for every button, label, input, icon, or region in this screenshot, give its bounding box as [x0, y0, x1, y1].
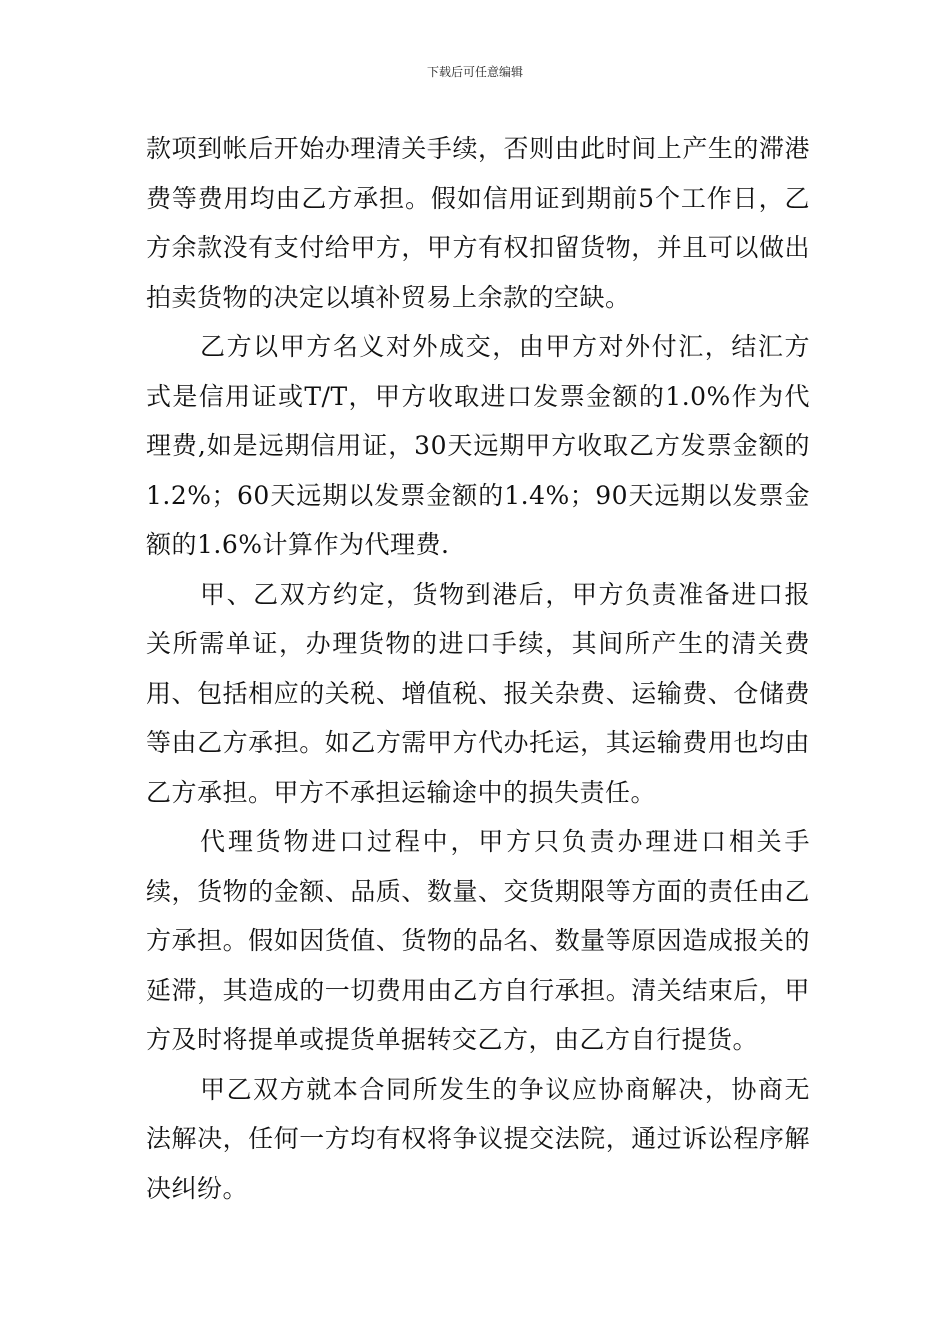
paragraph-dispute-resolution: 甲乙双方就本合同所发生的争议应协商解决，协商无法解决，任何一方均有权将争议提交法院，通过诉讼程序解决纠纷。 [146, 1074, 810, 1203]
paragraph-payment-terms: 款项到帐后开始办理清关手续，否则由此时间上产生的滞港费等费用均由乙方承担。假如信用证到期前5个工作日，乙方余款没有支付给甲方，甲方有权扣留货物，并且可以做出拍卖货物的决定以填补贸易上余款的空缺。 [146, 134, 810, 312]
document-body [146, 124, 810, 1213]
paragraph-customs-clearance: 甲、乙双方约定，货物到港后，甲方负责准备进口报关所需单证，办理货物的进口手续，其间所产生的清关费用、包括相应的关税、增值税、报关杂费、运输费、仓储费等由乙方承担。如乙方需甲方代办托运，其运输费用也均由乙方承担。甲方不承担运输途中的损失责任。 [146, 579, 810, 807]
paragraph-agency-fee: 乙方以甲方名义对外成交，由甲方对外付汇，结汇方式是信用证或T/T，甲方收取进口发票金额的1.0%作为代理费,如是远期信用证，30天远期甲方收取乙方发票金额的1.2%；60天远期以发票金额的1.4%；90天远期以发票金额的1.6%计算作为代理费. [146, 332, 810, 559]
paragraph-responsibility: 代理货物进口过程中，甲方只负责办理进口相关手续，货物的金额、品质、数量、交货期限等方面的责任由乙方承担。假如因货值、货物的品名、数量等原因造成报关的延滞，其造成的一切费用由乙方自行承担。清关结束后，甲方及时将提单或提货单据转交乙方，由乙方自行提货。 [146, 827, 810, 1054]
page-header-note: 下载后可任意编辑 [426, 65, 523, 79]
